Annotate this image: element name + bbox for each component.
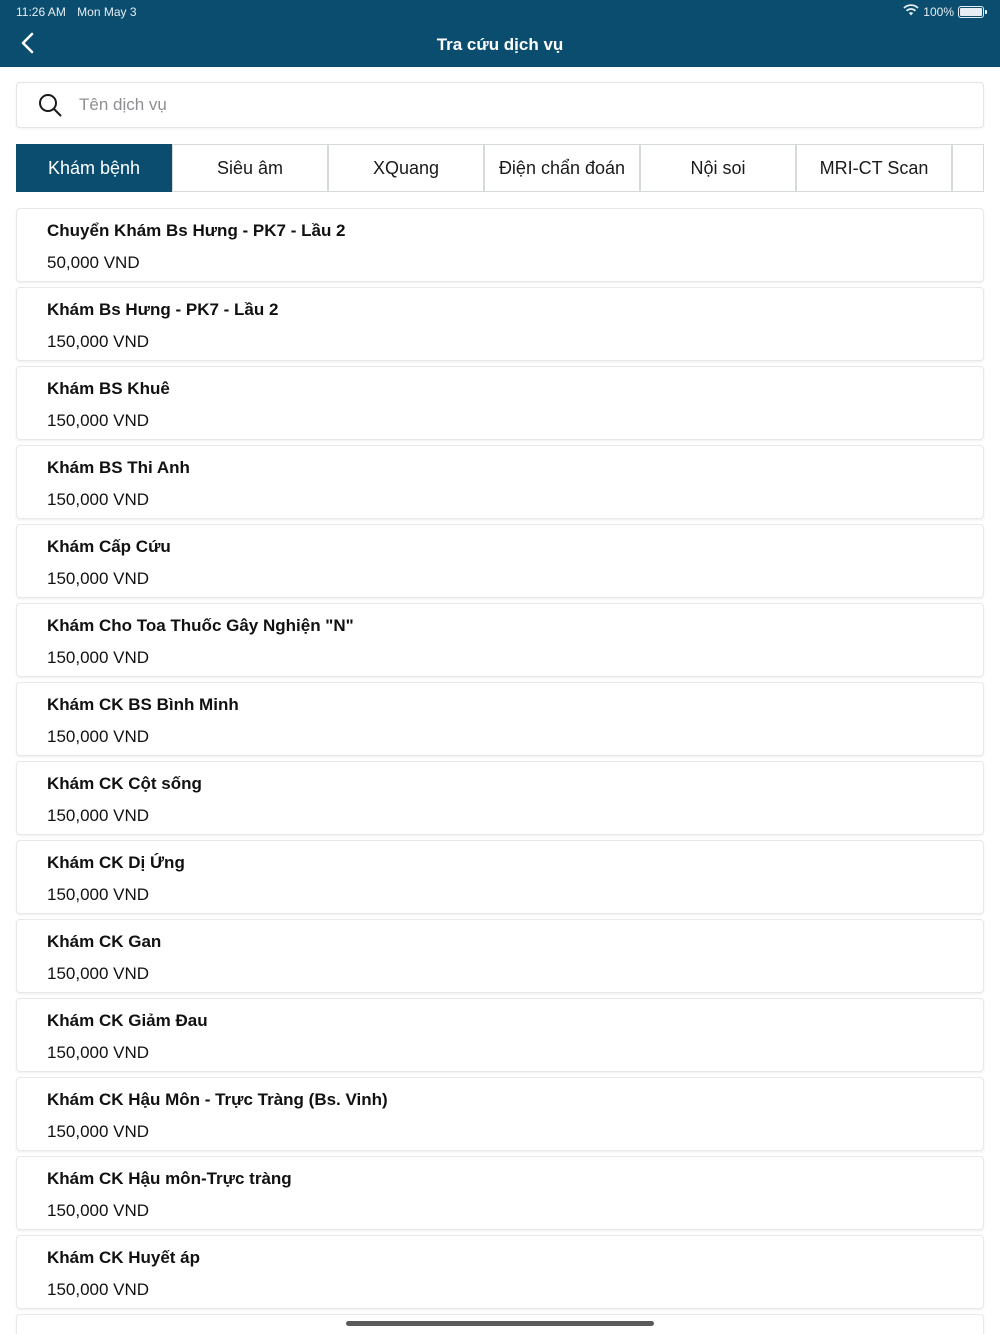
list-item[interactable] — [16, 366, 984, 440]
service-price: 150,000 VND — [47, 1043, 150, 1062]
service-name: Khám CK Hậu môn-Trực tràng — [47, 1169, 292, 1188]
wifi-icon — [903, 4, 919, 19]
tab-3[interactable]: Điện chẩn đoán — [484, 144, 640, 192]
list-item[interactable] — [16, 1077, 984, 1151]
list-item[interactable] — [16, 603, 984, 677]
service-name: Khám BS Thi Anh — [47, 458, 190, 477]
service-price: 150,000 VND — [47, 885, 150, 904]
list-item[interactable] — [16, 445, 984, 519]
list-item[interactable] — [16, 998, 984, 1072]
list-item[interactable] — [16, 287, 984, 361]
status-bar-left — [16, 5, 145, 19]
tab-overflow[interactable] — [952, 144, 984, 192]
service-name: Chuyển Khám Bs Hưng - PK7 - Lầu 2 — [47, 221, 346, 240]
tab-1[interactable]: Siêu âm — [172, 144, 328, 192]
service-name: Khám Cho Toa Thuốc Gây Nghiện "N" — [47, 616, 354, 635]
service-name: Khám CK Cột sống — [47, 774, 202, 793]
tab-2[interactable]: XQuang — [328, 144, 484, 192]
tab-5[interactable]: MRI-CT Scan — [796, 144, 952, 192]
service-name: Khám CK Huyết áp — [47, 1248, 201, 1267]
list-item[interactable] — [16, 1235, 984, 1309]
service-list — [16, 208, 984, 1334]
page-title: Tra cứu dịch vụ — [436, 35, 564, 54]
search-bar[interactable] — [16, 82, 984, 128]
service-price: 150,000 VND — [47, 411, 150, 430]
nav-header — [0, 0, 1000, 67]
service-price: 150,000 VND — [47, 1201, 150, 1220]
service-price: 150,000 VND — [47, 727, 150, 746]
list-item[interactable] — [16, 524, 984, 598]
service-name: Khám Cấp Cứu — [47, 537, 171, 556]
service-name: Khám CK BS Bình Minh — [47, 695, 239, 714]
service-price: 150,000 VND — [47, 1280, 150, 1299]
list-item[interactable] — [16, 840, 984, 914]
battery-icon — [958, 6, 984, 18]
status-date: Mon May 3 — [77, 5, 137, 19]
service-price: 150,000 VND — [47, 569, 150, 588]
service-name: Khám CK Giảm Đau — [47, 1011, 208, 1030]
list-item[interactable] — [16, 682, 984, 756]
search-icon — [37, 92, 63, 118]
category-tabs — [16, 144, 984, 192]
service-name: Khám CK Gan — [47, 932, 162, 951]
service-price: 150,000 VND — [47, 806, 150, 825]
service-price: 150,000 VND — [47, 490, 150, 509]
service-price: 150,000 VND — [47, 648, 150, 667]
tab-0[interactable]: Khám bệnh — [16, 144, 172, 192]
status-time: 11:26 AM — [16, 5, 66, 19]
list-item[interactable] — [16, 208, 984, 282]
service-name: Khám BS Khuê — [47, 379, 170, 398]
service-price: 150,000 VND — [47, 332, 150, 351]
service-price: 50,000 VND — [47, 253, 140, 272]
list-item[interactable] — [16, 919, 984, 993]
service-name: Khám CK Hậu Môn - Trực Tràng (Bs. Vinh) — [47, 1090, 388, 1109]
tab-4[interactable]: Nội soi — [640, 144, 796, 192]
service-name: Khám Bs Hưng - PK7 - Lầu 2 — [47, 300, 279, 319]
status-bar-right — [903, 4, 984, 19]
service-price: 150,000 VND — [47, 1122, 150, 1141]
search-input[interactable] — [79, 95, 939, 115]
service-name: Khám CK Dị Ứng — [47, 853, 185, 872]
battery-percent: 100% — [923, 4, 954, 19]
list-item[interactable] — [16, 761, 984, 835]
list-item[interactable] — [16, 1156, 984, 1230]
service-price: 150,000 VND — [47, 964, 150, 983]
home-indicator — [346, 1321, 654, 1326]
